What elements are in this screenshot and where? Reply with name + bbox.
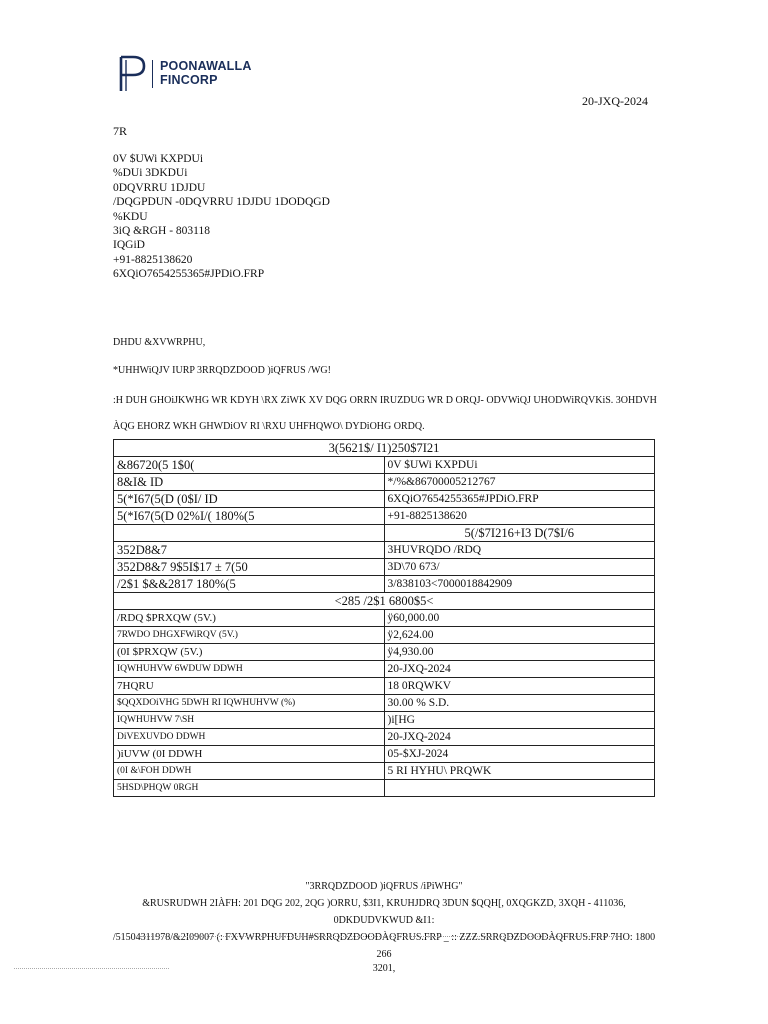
row-value: 3D\70 673/ — [384, 559, 655, 576]
loan-details-table — [113, 439, 655, 797]
row-label: 7HQRU — [114, 678, 385, 695]
logo-wordmark — [160, 59, 252, 87]
row-value: +91-8825138620 — [384, 508, 655, 525]
recipient-address — [113, 152, 330, 282]
table-row — [114, 559, 655, 576]
row-value: 05-$XJ-2024 — [384, 746, 655, 763]
row-value: 6XQiO7654255365#JPDiO.FRP — [384, 491, 655, 508]
table-row — [114, 576, 655, 593]
row-label: 5(*I67(5(D (0$I/ ID — [114, 491, 385, 508]
row-value: 30.00 % S.D. — [384, 695, 655, 712]
table-row — [114, 627, 655, 644]
row-value: 3/838103<7000018842909 — [384, 576, 655, 593]
body-line-1: :H DUH GHOiJKWHG WR KDYH \RX ZiWK XV DQG ORRN IRUZDUG WR D ORQJ- ODVWiQJ UHODWiRQVKiS. 3OHDVH — [113, 395, 657, 406]
table-row — [114, 780, 655, 797]
table-row — [114, 508, 655, 525]
table-row — [114, 678, 655, 695]
page-edge-mark — [14, 968, 169, 971]
row-value: 20-JXQ-2024 — [384, 729, 655, 746]
row-value: */%&86700005212767 — [384, 474, 655, 491]
salutation: DHDU &XVWRPHU, — [113, 337, 206, 348]
logo-p-icon — [117, 55, 147, 93]
row-value: )i[HG — [384, 712, 655, 729]
row-label: $QQXDOiVHG 5DWH RI IQWHUHVW (%) — [114, 695, 385, 712]
table-row — [114, 763, 655, 780]
footer-cut-line — [140, 936, 620, 940]
letter-date: 20-JXQ-2024 — [582, 94, 648, 108]
address-line: 0DQVRRU 1DJDU — [113, 181, 206, 194]
row-value: ÿ60,000.00 — [384, 610, 655, 627]
row-value: ÿ2,624.00 — [384, 627, 655, 644]
table-row — [114, 661, 655, 678]
row-label: &86720(5 1$0( — [114, 457, 385, 474]
table-row — [114, 474, 655, 491]
row-label: DiVEXUVDO DDWH — [114, 729, 385, 746]
logo-divider — [152, 60, 153, 88]
row-label: 5HSD\PHQW 0RGH — [114, 780, 385, 797]
row-label: /RDQ $PRXQW (5V.) — [114, 610, 385, 627]
section-header-row — [114, 525, 655, 542]
table-row — [114, 644, 655, 661]
footer-company-name: "3RRQDZDOOD )iQFRUS /iPiWHG" — [305, 881, 463, 892]
address-line: %KDU — [113, 210, 148, 223]
logo-line-2: FINCORP — [160, 73, 218, 87]
row-label: 7RWDO DHGXFWiRQV (5V.) — [114, 627, 385, 644]
footer-contact: /51504311978/&2I09007 (: FXVWRPHUFDUH#SRRQDZDOODÀQFRUS.FRP _ :: ZZZ.SRRQDZDOODÀQFRUS.FRP 7HO: 1800 266 — [112, 932, 656, 960]
row-value: ÿ4,930.00 — [384, 644, 655, 661]
section-personal-title: 3(5621$/ I1)250$7I21 — [114, 440, 655, 457]
footer-address: &RUSRUDWH 2IÀFH: 201 DQG 202, 2QG )ORRU, $3I1, KRUHJDRQ 3DUN $QQH[, 0XQGKZD, 3XQH - 411036, 0DKDUDVKWUD &I1: — [142, 898, 626, 926]
row-label: IQWHUHVW 7\SH — [114, 712, 385, 729]
section-header-row — [114, 440, 655, 457]
section-header-row — [114, 593, 655, 610]
row-label: )iUVW (0I DDWH — [114, 746, 385, 763]
address-line: /DQGPDUN -0DQVRRU 1DJDU 1DODQGD — [113, 196, 330, 209]
row-label: 352D8&7 9$5I$17 ± 7(50 — [114, 559, 385, 576]
address-line: %DUi 3DKDUi — [113, 167, 188, 180]
row-label: IQWHUHVW 6WDUW DDWH — [114, 661, 385, 678]
row-label: 8&I& ID — [114, 474, 385, 491]
row-value: 0V $UWi KXPDUi — [384, 457, 655, 474]
section-relationship-title: 5(/$7I216+I3 D(7$I/6 — [384, 525, 655, 542]
table-row — [114, 610, 655, 627]
row-value — [384, 780, 655, 797]
section-blank-cell — [114, 525, 385, 542]
row-value: 3HUVRQDO /RDQ — [384, 542, 655, 559]
letter-footer — [110, 878, 658, 975]
logo-line-1: POONAWALLA — [160, 59, 252, 73]
row-value: 20-JXQ-2024 — [384, 661, 655, 678]
table-row — [114, 491, 655, 508]
table-row — [114, 695, 655, 712]
table-row — [114, 457, 655, 474]
table-row — [114, 712, 655, 729]
row-value: 5 RI HYHU\ PRQWK — [384, 763, 655, 780]
row-label: 5(*I67(5(D 02%I/( 180%(5 — [114, 508, 385, 525]
address-line: IQGiD — [113, 239, 145, 252]
address-line: +91-8825138620 — [113, 253, 193, 266]
row-label: (0I &\FOH DDWH — [114, 763, 385, 780]
address-line: 3iQ &RGH - 803118 — [113, 225, 211, 238]
recipient-to: 7R — [113, 124, 128, 138]
row-value: 18 0RQWKV — [384, 678, 655, 695]
greeting-line: *UHHWiQJV IURP 3RRQDZDOOD )iQFRUS /WG! — [113, 365, 331, 376]
table-row — [114, 729, 655, 746]
body-line-2: ÀQG EHORZ WKH GHWDiOV RI \RXU UHFHQWO\ DYDiOHG ORDQ. — [113, 421, 425, 432]
address-line: 0V $UWi KXPDUi — [113, 153, 204, 165]
row-label: (0I $PRXQW (5V.) — [114, 644, 385, 661]
footer-contact-cont: 3201, — [372, 963, 396, 974]
table-row — [114, 542, 655, 559]
section-loan-title: <285 /2$1 6800$5< — [114, 593, 655, 610]
table-row — [114, 746, 655, 763]
row-label: /2$1 $&&2817 180%(5 — [114, 576, 385, 593]
row-label: 352D8&7 — [114, 542, 385, 559]
address-line: 6XQiO7654255365#JPDiO.FRP — [113, 268, 265, 281]
